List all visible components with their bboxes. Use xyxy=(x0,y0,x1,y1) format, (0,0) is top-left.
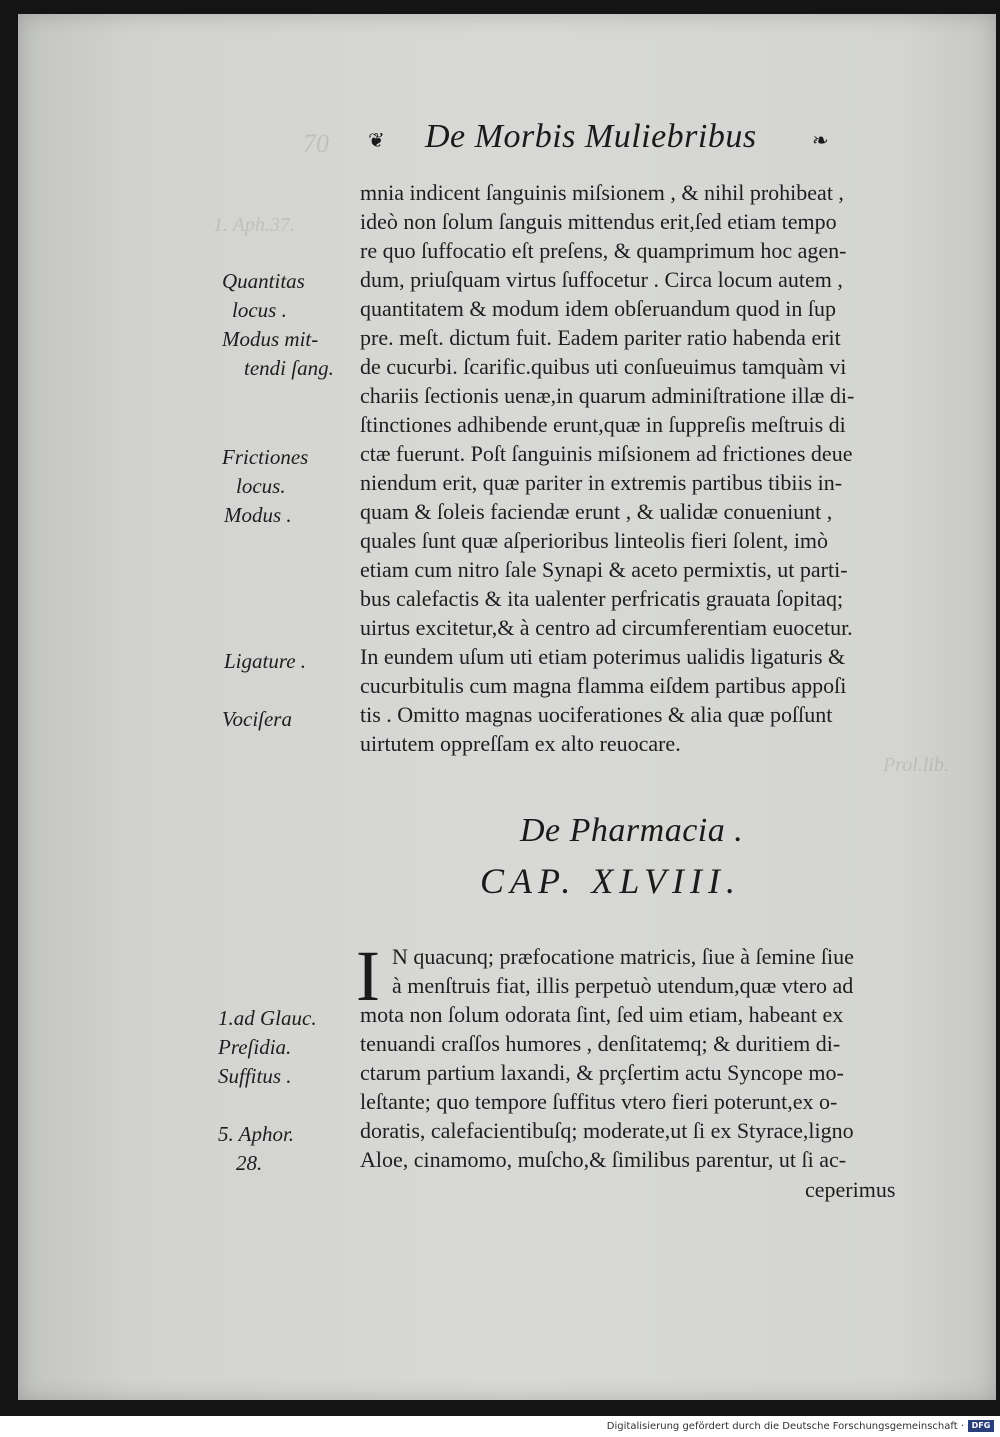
ornament-right-icon: ❧ xyxy=(812,128,829,152)
marginal-note: Modus mit- xyxy=(222,327,319,351)
text-line: pre. meſt. dictum fuit. Eadem pariter ratio habenda erit xyxy=(360,325,841,350)
bleed-through: 1. Aph.37. xyxy=(213,214,295,236)
chapter-number: CAP. XLVIII. xyxy=(480,861,741,901)
text-line: Aloe, cinamomo, muſcho,& ſimilibus parentur, ut ſi ac- xyxy=(360,1147,847,1172)
ornament-left-icon: ❦ xyxy=(368,128,385,152)
text-line: bus calefactis & ita ualenter perfricatis grauata ſopitaq; xyxy=(360,586,844,611)
marginal-note: Preſidia. xyxy=(218,1035,292,1059)
text-line: niendum erit, quæ pariter in extremis partibus tibiis in- xyxy=(360,470,843,495)
marginal-note: Suffitus . xyxy=(218,1064,292,1088)
marginal-note: Frictiones xyxy=(222,445,309,469)
marginal-note: Ligature . xyxy=(224,649,307,673)
text-line: uirtus excitetur,& à centro ad circumferentiam euocetur. xyxy=(360,615,853,640)
text-line: cucurbitulis cum magna flamma eiſdem partibus appoſi xyxy=(360,673,847,698)
text-line: etiam cum nitro ſale Synapi & aceto permixtis, ut parti- xyxy=(360,557,848,582)
text-line: uirtutem oppreſſam ex alto reuocare. xyxy=(360,731,681,756)
marginal-note: locus. xyxy=(236,474,286,498)
text-line: tenuandi craſſos humores , denſitatemq; & duritiem di- xyxy=(360,1031,841,1056)
text-line: re quo ſuffocatio eſt preſens, & quamprimum hoc agen- xyxy=(360,238,847,263)
chapter-title: De Pharmacia . xyxy=(520,812,744,849)
text-line: tis . Omitto magnas uociferationes & alia quæ poſſunt xyxy=(360,702,833,727)
footer-bar xyxy=(0,1416,1000,1437)
text-line: ctæ fuerunt. Poſt ſanguinis miſsionem ad frictiones deue xyxy=(360,441,853,466)
text-line: ſtinctiones adhibende erunt,quæ in ſuppreſis meſtruis di xyxy=(360,412,846,437)
text-line: chariis ſectionis uenæ,in quarum adminiſtratione illæ di- xyxy=(360,383,855,408)
text-line: dum, priuſquam virtus ſuffocetur . Circa locum autem , xyxy=(360,267,843,292)
bleed-through: Prol.lib. xyxy=(883,754,949,776)
marginal-note: 5. Aphor. xyxy=(218,1122,295,1146)
footer-credit: Digitalisierung gefördert durch die Deutsche Forschungsgemeinschaft · xyxy=(606,1421,964,1432)
marginal-note: 1.ad Glauc. xyxy=(218,1006,317,1030)
text-line: mota non ſolum odorata ſint, ſed uim etiam, habeant ex xyxy=(360,1002,844,1027)
bleed-through: 70 xyxy=(303,129,329,158)
text-line: mnia indicent ſanguinis miſsionem , & nihil prohibeat , xyxy=(360,180,844,205)
text-line: de cucurbi. ſcarific.quibus uti conſueuimus tamquàm vi xyxy=(360,354,847,379)
marginal-note: Modus . xyxy=(224,503,292,527)
drop-cap: I xyxy=(356,936,380,1016)
text-line: quales ſunt quæ aſperioribus linteolis fieri ſolent, imò xyxy=(360,528,829,553)
text-line: quantitatem & modum idem obſeruandum quod in ſup xyxy=(360,296,836,321)
running-header: De Morbis Muliebribus xyxy=(425,118,757,155)
text-line: ctarum partium laxandi, & prçſertim actu Syncope mo- xyxy=(360,1060,844,1085)
text-line: à menſtruis fiat, illis perpetuò utendum,quæ vtero ad xyxy=(392,973,854,998)
catchword: ceperimus xyxy=(805,1177,896,1202)
dfg-logo: DFG xyxy=(968,1420,994,1432)
text-line: ideò non ſolum ſanguis mittendus erit,ſed etiam tempo xyxy=(360,209,837,234)
text-line: In eundem uſum uti etiam poterimus ualidis ligaturis & xyxy=(360,644,846,669)
text-line: doratis, calefacientibuſq; moderate,ut ſi ex Styrace,ligno xyxy=(360,1118,854,1143)
text-line: quam & ſoleis faciendæ erunt , & ualidæ conueniunt , xyxy=(360,499,833,524)
text-line: N quacunq; præfocatione matricis, ſiue à ſemine ſiue xyxy=(392,944,854,969)
marginal-note: locus . xyxy=(232,298,287,322)
marginal-note: Quantitas xyxy=(222,269,305,293)
marginal-note: tendi ſang. xyxy=(244,356,334,380)
marginal-note: 28. xyxy=(236,1151,263,1175)
text-line: leſtante; quo tempore ſuffitus vtero fieri poterunt,ex o- xyxy=(360,1089,838,1114)
marginal-note: Vociſera xyxy=(222,707,292,731)
